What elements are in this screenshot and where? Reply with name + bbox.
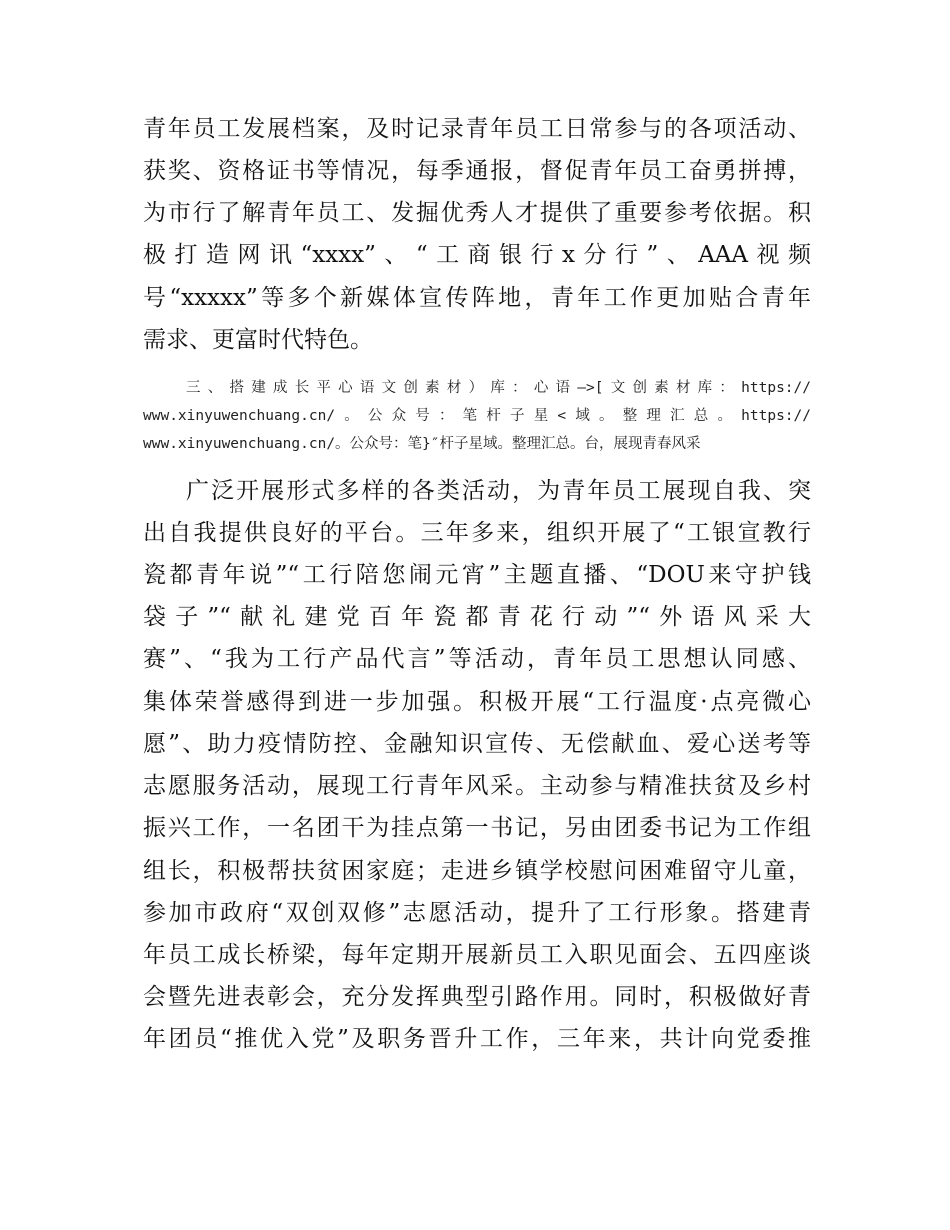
paragraph-2-line-13: 会暨先进表彰会，充分发挥典型引路作用。同时，积极做好青 bbox=[143, 984, 811, 1010]
paragraph-2-line-2: 出自我提供良好的平台。三年多来，组织开展了“工银宣教行 bbox=[143, 520, 811, 546]
paragraph-1-line-4: 极打造网讯“xxxx”、“工商银行x分行”、AAA视频 bbox=[143, 242, 812, 268]
paragraph-2-line-8: 志愿服务活动，展现工行青年风采。主动参与精准扶贫及乡村 bbox=[143, 773, 811, 799]
paragraph-2-line-14: 年团员“推优入党”及职务晋升工作，三年来，共计向党委推 bbox=[143, 1026, 811, 1052]
paragraph-2-line-3: 瓷都青年说”“工行陪您闹元宵”主题直播、“DOU来守护钱 bbox=[143, 562, 811, 588]
paragraph-2-line-4: 袋子”“献礼建党百年瓷都青花行动”“外语风采大 bbox=[143, 604, 811, 630]
paragraph-2-line-5: 赛”、“我为工行产品代言”等活动，青年员工思想认同感、 bbox=[143, 646, 811, 672]
paragraph-2-line-6: 集体荣誉感得到进一步加强。积极开展“工行温度·点亮微心 bbox=[143, 689, 811, 715]
paragraph-2-line-10: 组长，积极帮扶贫困家庭；走进乡镇学校慰问困难留守儿童， bbox=[143, 858, 811, 884]
paragraph-1-line-5: 号“xxxxx”等多个新媒体宣传阵地，青年工作更加贴合青年 bbox=[143, 285, 811, 311]
paragraph-2-line-12: 年员工成长桥梁，每年定期开展新员工入职见面会、五四座谈 bbox=[143, 942, 811, 968]
paragraph-2-line-9: 振兴工作，一名团干为挂点第一书记，另由团委书记为工作组 bbox=[143, 815, 811, 841]
paragraph-2-line-1: 广泛开展形式多样的各类活动，为青年员工展现自我、突 bbox=[186, 478, 811, 504]
paragraph-1-line-2: 获奖、资格证书等情况，每季通报，督促青年员工奋勇拼搏， bbox=[143, 158, 811, 184]
section-heading-line-3: www.xinyuwenchuang.cn/。公众号：笔}″杆子星域。整理汇总。台，展现青春风采 bbox=[143, 436, 701, 452]
section-heading-line-1: 三、搭建成长平心语文创素材）库：心语—>[文创素材库：https:// bbox=[186, 380, 811, 396]
section-heading-line-2: www.xinyuwenchuang.cn/。公众号：笔杆子星<域。整理汇总。https:// bbox=[143, 408, 811, 424]
paragraph-2-line-7: 愿”、助力疫情防控、金融知识宣传、无偿献血、爱心送考等 bbox=[143, 731, 811, 757]
paragraph-1-line-1: 青年员工发展档案，及时记录青年员工日常参与的各项活动、 bbox=[143, 116, 811, 142]
paragraph-2-line-11: 参加市政府“双创双修”志愿活动，提升了工行形象。搭建青 bbox=[143, 900, 811, 926]
paragraph-1-line-6: 需求、更富时代特色。 bbox=[143, 327, 373, 353]
paragraph-1-line-3: 为市行了解青年员工、发掘优秀人才提供了重要参考依据。积 bbox=[143, 200, 811, 226]
